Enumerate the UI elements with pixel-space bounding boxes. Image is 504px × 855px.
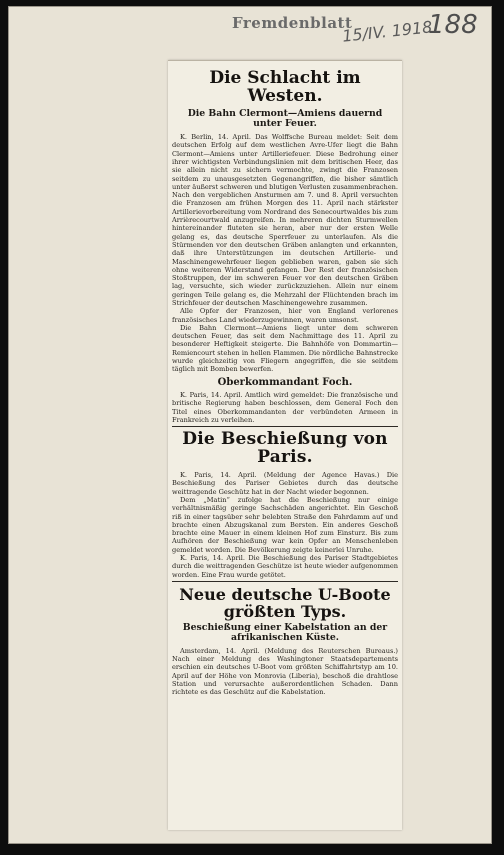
article-2-headline: Oberkommandant Foch. (217, 376, 353, 388)
archive-sheet (8, 6, 492, 844)
article-4-subheadline: Beschießung einer Kabelstation an der afrikanischen Küste. (182, 621, 388, 644)
newspaper-stamp: Fremdenblatt (232, 14, 353, 32)
divider (172, 581, 398, 582)
article-2-paragraph-1: K. Paris, 14. April. Amtlich wird gemeldet: Die französische und britische Regierung haben beschlossen, dem General Foch den Titel eines Oberkommandanten der verbündeten Armeen in Frankreich zu verleihen. (172, 391, 398, 425)
article-1-paragraph-1: K. Berlin, 14. April. Das Wolffsche Bureau meldet: Seit dem deutschen Erfolg auf dem westlichen Avre-Ufer liegt die Bahn Clermont—Amiens unter Artilleriefeuer. Diese Bedrohung einer ihrer wichtigsten Verbindungslinien mit dem britischen Heer, das sie allein nicht zu sichern vermochte, zwingt die Franzosen seitdem zu unausgesetzten Gegenangriffen, die bisher sämtlich unter äußerst schweren und blutigen Verlusten zusammenbrachen. Nach den vergeblichen Ansturmen am 7. und 8. April versuchten die Franzosen am frühen Morgen des 11. April nach stärkster Artillerievorbereitung vom Nordrand des Senecourtwaldes bis zum Arrièrecourtwald anzugreifen. In mehreren dichten Sturmwellen hintereinander fluteten sie heran, aber nur der ersten Welle gelang es, das deutsche Sperrfeuer zu unterlaufen. Als die Stürmenden vor den deutschen Gräben anlangten und erkannten, daß ihre Unterstützungen im deutschen Artillerie- und Maschinengewehrfeuer liegen geblieben waren, gaben sie sich ohne weiteren Widerstand gefangen. Der Rest der französischen Stoßtruppen, der im schweren Feuer vor den deutschen Gräben lag, versuchte, sich wieder zurückzuziehen. Allein nur einem geringen Teile gelang es, die Mehrzahl der Flüchtenden brach im Strichfeuer der deutschen Maschinengewehre zusammen. (172, 133, 398, 307)
article-4-headline: Neue deutsche U-Boote größten Typs. (179, 584, 391, 621)
handwritten-date: 15/IV. 1918 (341, 17, 434, 46)
divider (172, 426, 398, 427)
article-3-paragraph-2: Dem „Matin“ zufolge hat die Beschießung nur einige verhältnismäßig geringe Sachschäden angerichtet. Ein Geschoß riß in einer tagsüber sehr belebten Straße den Fahrdamm auf und brachte einen Abzugskanal zum Bersten. Ein anderes Geschoß brachte eine Mauer in einem kleinen Hof zum Einsturz. Bis zum Aufhören der Beschießung war kein Opfer an Menschenleben gemeldet worden. Die Bevölkerung zeigte keinerlei Unruhe. (172, 495, 398, 554)
article-1-headline: Die Schlacht im Westen. (209, 68, 361, 106)
article-3-paragraph-3: K. Paris, 14. April. Die Beschießung des Pariser Stadtgebietes durch die weittragenden Geschütze ist heute wieder aufgenommen worden. Eine Frau wurde getötet. (172, 554, 398, 579)
article-3-headline: Die Beschießung von Paris. (182, 429, 388, 468)
newspaper-clipping (168, 60, 402, 830)
article-1-paragraph-2: Alle Opfer der Franzosen, hier von England verlorenes französisches Land wiederzugewinnen, waren umsonst. (172, 307, 398, 324)
article-4-paragraph-1: Amsterdam, 14. April. (Meldung des Reuterschen Bureaus.) Nach einer Meldung des Washingtoner Staatsdepartements erschien ein deutsches U-Boot vom größten Schiffahrtstyp am 10. April auf der Höhe von Monrovia (Liberia), beschoß die drahtlose Station und verursachte außerordentlichen Schaden. Dann richtete es das Geschütz auf die Kabelstation. (172, 646, 398, 697)
article-1-subheadline: Die Bahn Clermont—Amiens dauernd unter Feuer. (187, 107, 383, 130)
article-1-paragraph-3: Die Bahn Clermont—Amiens liegt unter dem schweren deutschen Feuer, das seit dem Nachmittage des 11. April zu besonderer Heftigkeit steigerte. Die Bahnhöfe von Dommartin—Remiencourt stehen in hellen Flammen. Die nördliche Bahnstrecke wurde gleichzeitig von Fliegern angegriffen, die sie seitdem täglich mit Bomben bewerfen. (172, 323, 398, 374)
article-3-paragraph-1: K. Paris, 14. April. (Meldung der Agence Havas.) Die Beschießung des Pariser Gebietes durch das deutsche weittragende Geschütz hat in der Nacht wieder begonnen. (172, 471, 398, 496)
archive-number: 188 (428, 10, 478, 40)
